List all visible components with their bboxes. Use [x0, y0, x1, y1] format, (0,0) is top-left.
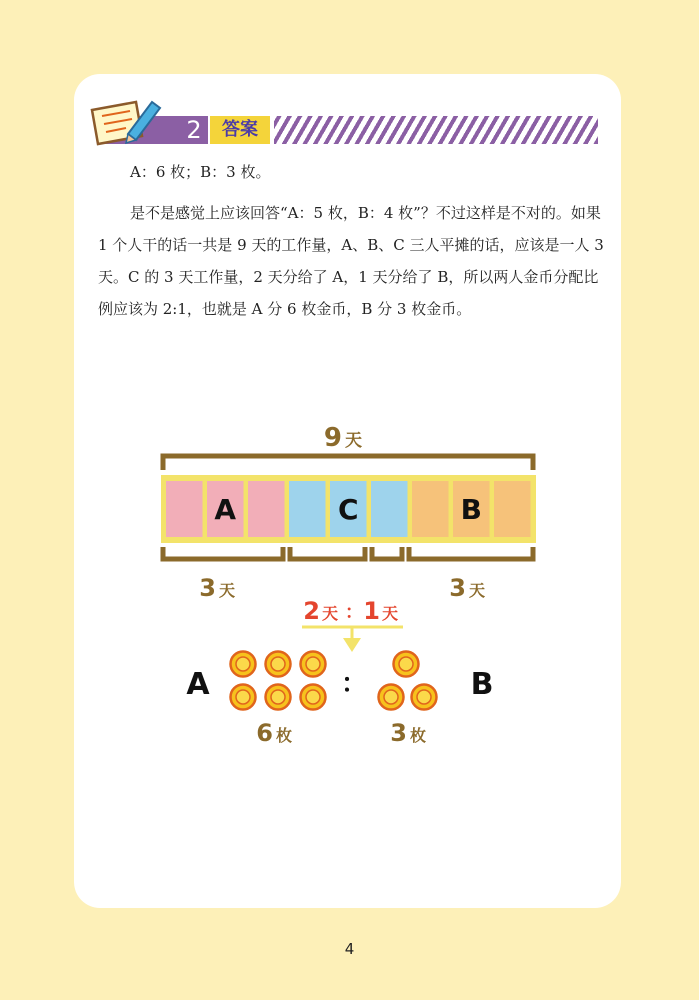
- cell-label: A: [214, 493, 237, 526]
- work-cell: [412, 481, 449, 537]
- person-b-label: B: [470, 667, 494, 702]
- b-coin-count-num: 3: [390, 719, 407, 747]
- coin-icon: [379, 685, 404, 710]
- right-days-unit: 天: [469, 581, 486, 600]
- coin-icon: [231, 652, 256, 677]
- ratio-right-unit: 天: [382, 604, 399, 623]
- ratio-separator: ：: [345, 602, 363, 623]
- a-coin-count-num: 6: [256, 719, 273, 747]
- coin-icon: [266, 685, 291, 710]
- cells-group: [166, 481, 531, 537]
- coins-group: [231, 652, 437, 710]
- coin-icon: [412, 685, 437, 710]
- coins-colon: ：: [340, 669, 368, 699]
- work-cell: [371, 481, 408, 537]
- work-cell: [248, 481, 285, 537]
- coin-icon: [394, 652, 419, 677]
- brace-c-left: [290, 547, 365, 559]
- total-days-unit: 天: [345, 431, 362, 451]
- brace-b: [409, 547, 533, 559]
- arrow-down-icon: [343, 638, 361, 652]
- person-a-label: A: [186, 667, 210, 702]
- work-cell: [289, 481, 326, 537]
- b-coin-count-unit: 枚: [410, 726, 427, 745]
- coin-icon: [266, 652, 291, 677]
- explanation-paragraph: 是不是感觉上应该回答“A：5 枚，B：4 枚”？不过这样是不对的。如果 1 个人干的话一共是 9 天的工作量，A、B、C 三人平摊的话，应该是一人 3 天。C 的 3 天工作量，2 天分给了 A，1 天分给了 B，所以两人金币分配比例应该为 2:1，也就是 A 分 6 枚金币，B 分 3 枚金币。: [98, 204, 604, 318]
- work-cell: [494, 481, 531, 537]
- total-brace: [163, 456, 533, 470]
- total-days-num: 9: [323, 423, 342, 453]
- left-days-unit: 天: [219, 581, 236, 600]
- ratio-left-num: 2: [303, 597, 320, 625]
- left-days-num: 3: [199, 574, 216, 602]
- ratio-left-unit: 天: [322, 604, 339, 623]
- page-number: 4: [344, 940, 355, 958]
- cell-label: C: [337, 493, 359, 526]
- a-coin-count-unit: 枚: [276, 726, 293, 745]
- answer-line: A：6 枚；B：3 枚。: [130, 163, 271, 181]
- brace-a: [163, 547, 283, 559]
- coin-icon: [301, 652, 326, 677]
- brace-c-right: [372, 547, 402, 559]
- coin-icon: [231, 685, 256, 710]
- question-number: 2: [186, 116, 202, 144]
- coin-icon: [301, 685, 326, 710]
- right-days-num: 3: [449, 574, 466, 602]
- work-cell: [166, 481, 203, 537]
- cell-label: B: [460, 493, 482, 526]
- header-title: 答案: [222, 119, 258, 140]
- ratio-right-num: 1: [363, 597, 380, 625]
